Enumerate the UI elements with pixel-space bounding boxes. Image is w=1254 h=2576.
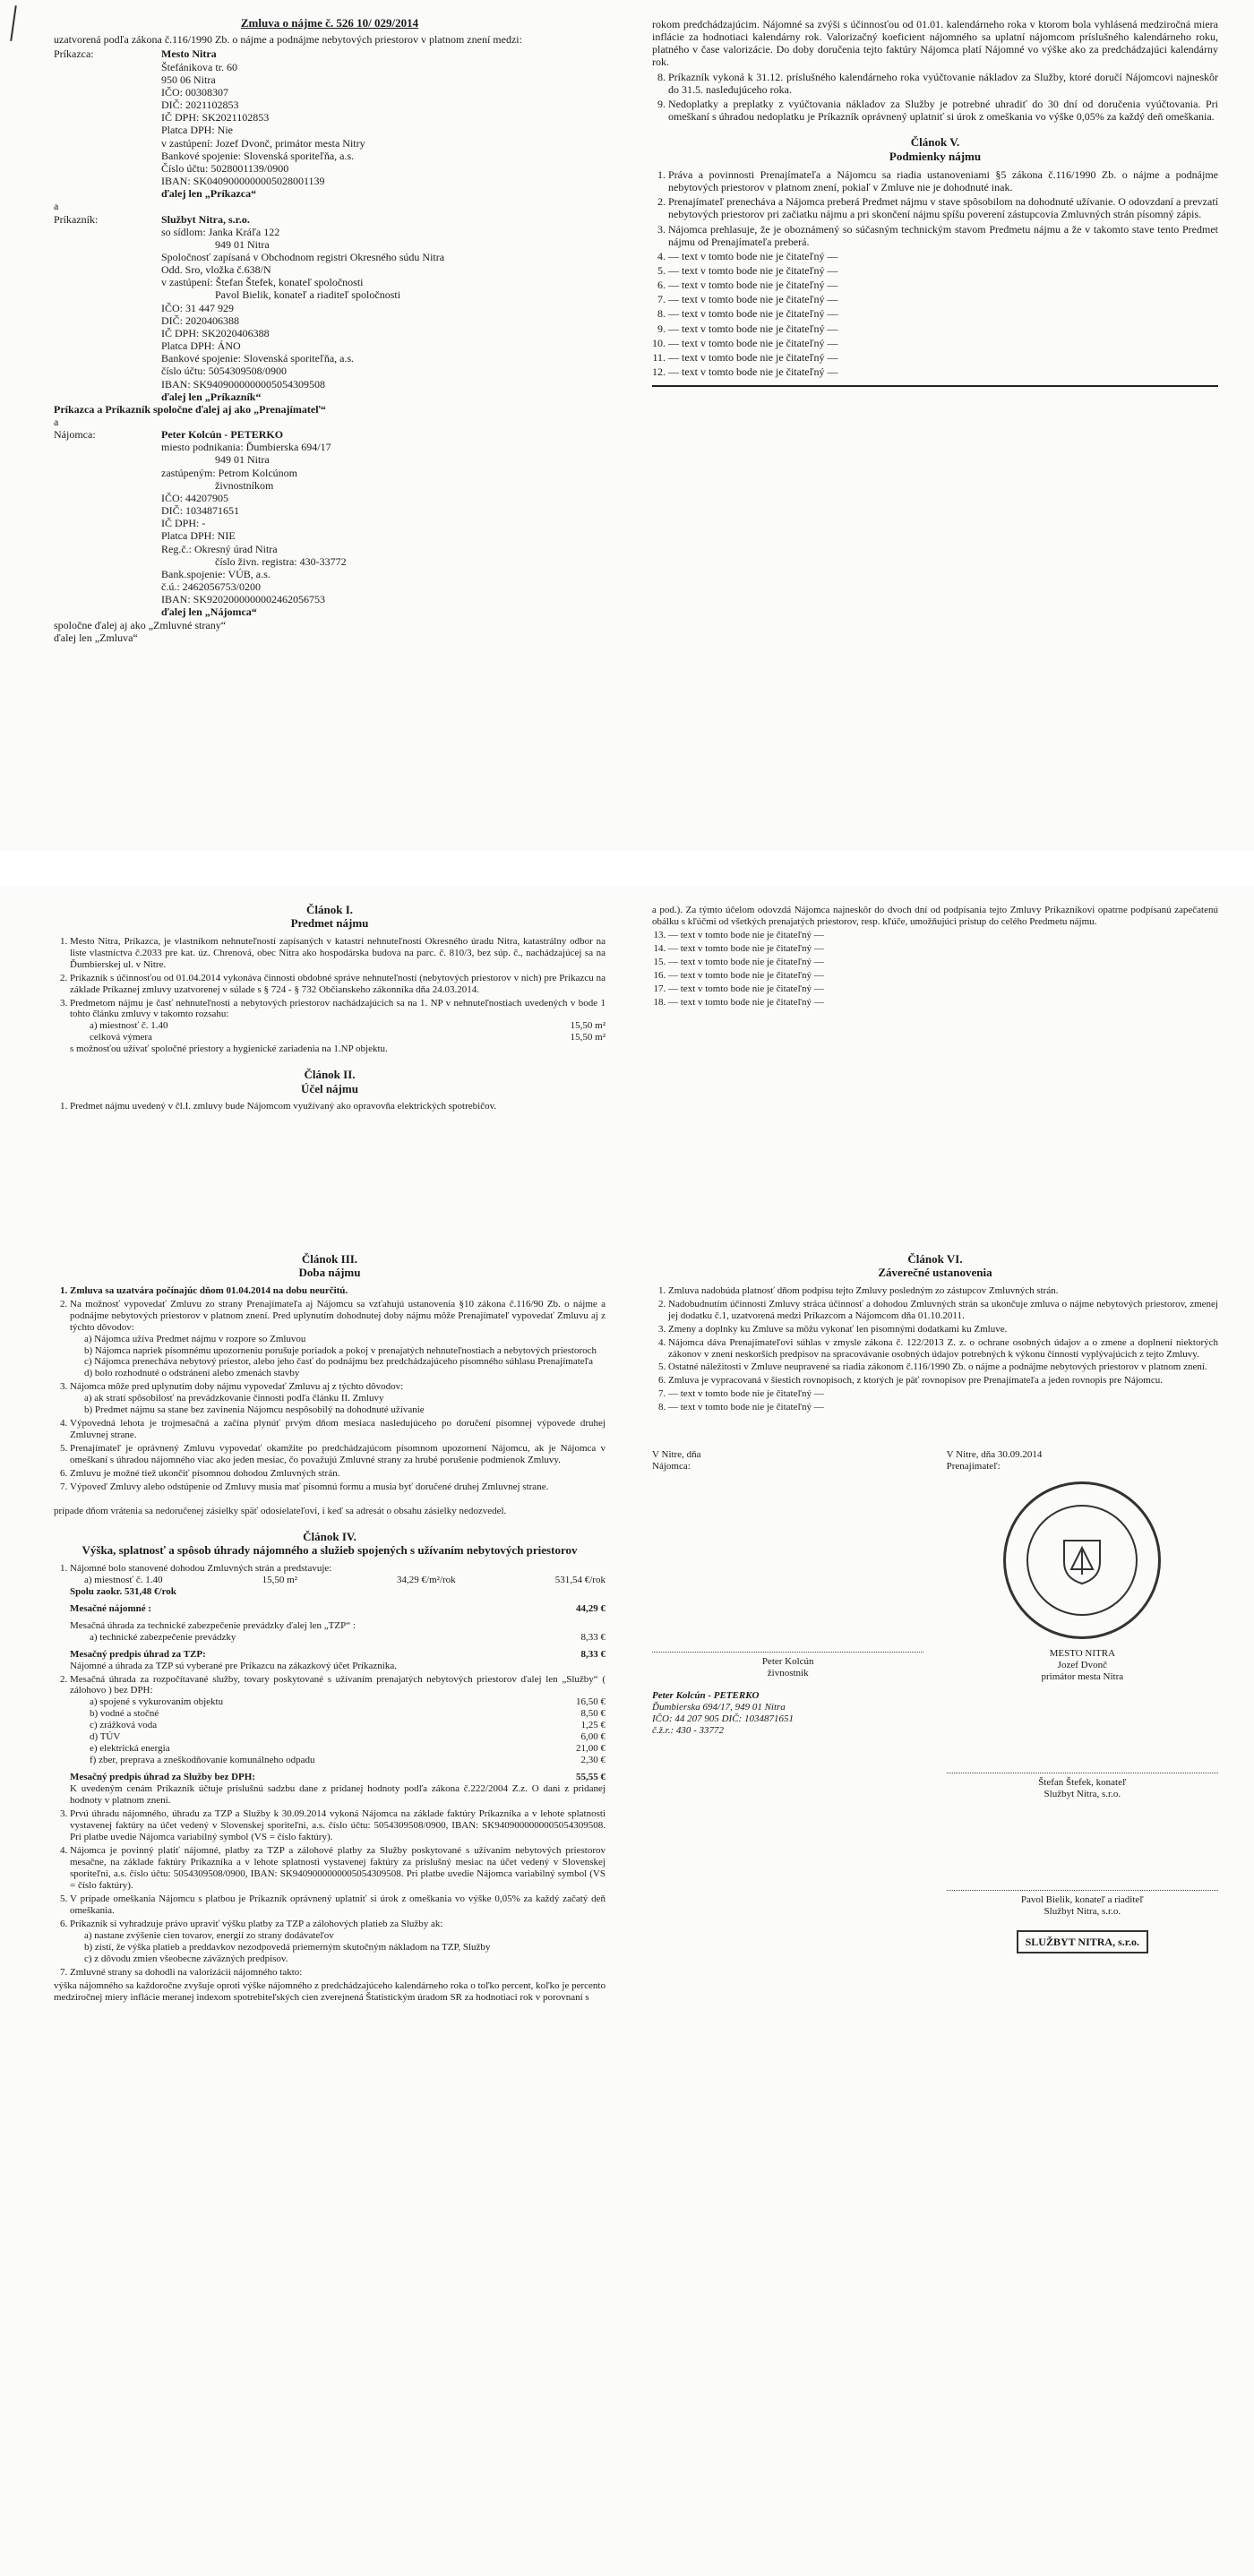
service-row <box>70 1720 606 1731</box>
clause-item: 2. Prenajímateľ prenecháva a Nájomca preberá Predmet nájmu v stave spôsobilom na dohodnuté užívanie. O odovzdaní a prevzatí nebytových priestorov pri začiatku nájmu a pri skončení nájmu spíšu poverení zástupcovia Zmluvných strán písomný zápis. <box>668 195 1218 220</box>
clause-text: Nájomné bolo stanovené dohodou Zmluvných strán a predstavuje: <box>70 1562 332 1574</box>
clause-item: 11. — text v tomto bode nie je čitateľný — <box>668 351 1218 364</box>
najomca-name: Peter Kolcún - PETERKO <box>161 428 284 442</box>
landlord-place: V Nitre, dňa 30.09.2014 <box>946 1449 1043 1461</box>
keys-text: a pod.). Za týmto účelom odovzdá Nájomca najneskôr do dvoch dní od podpísania tejto Zmluvy Príkazníkovi opatrne podpísanú zapečatenú obálku s kľúčmi od všetkých prenajatých priestorov, resp. kľúče, umožňujúci prístup do celého Predmetu nájmu. <box>652 905 1218 927</box>
area-total-value: 15,50 m² <box>570 1032 606 1043</box>
rent-row-total: 531,54 €/rok <box>554 1574 606 1585</box>
tenant-stamp <box>652 1690 923 1737</box>
signatory-company: Službyt Nitra, s.r.o. <box>1044 1906 1121 1918</box>
service-value: 8,50 € <box>580 1708 606 1720</box>
clause-item: 2. Nadobudnutím účinnosti Zmluvy stráca účinnosť a dohodou Zmluvných strán sa ukončuje zmluva o nájme nebytových priestorov, zmenej jej dodatku č.1, uzatvorená medzi Príkazcom a Nájomcom dňa 01.10.2011. <box>668 1299 1218 1322</box>
article-iii-title: Doba nájmu <box>298 1266 361 1280</box>
article-i-number: Článok I. <box>305 903 354 916</box>
tenant-name: Peter Kolcún <box>761 1656 814 1668</box>
services-total-label: Mesačný predpis úhrad za Služby bez DPH: <box>70 1772 255 1783</box>
article-vi-title: Záverečné ustanovenia <box>878 1266 992 1280</box>
clause-item: 1. Práva a povinnosti Prenajímateľa a Nájomcu sa riadia ustanoveniami §5 zákona č.116/1990 Zb. o nájme a podnájme nebytových priestorov v platnom znení, pokiaľ v Zmluve nie je dohodnuté inak. <box>668 168 1218 193</box>
rent-row-rate: 34,29 €/m²/rok <box>397 1574 456 1585</box>
service-value: 21,00 € <box>576 1743 606 1755</box>
conjunction-a: a <box>54 416 59 429</box>
service-label: a) spojené s vykurovaním objektu <box>90 1696 224 1708</box>
clause-text: Na možnosť vypovedať Zmluvu zo strany Prenajímateľa aj Nájomcu sa vzťahujú ustanovenia §10 zákona č.116/90 Zb. o nájme a podnájme nebytových priestorov v platnom znení. Pred uplynutím dohodnutej doby nájmu môže Prenajímateľ vypovedať Zmluvu aj z týchto dôvodov: <box>70 1298 606 1333</box>
conjunction-a: a <box>54 200 59 213</box>
clause-item: 4. Nájomca dáva Prenajímateľovi súhlas v zmysle zákona č. 122/2013 Z. z. o ochrane osobných údajov a o zmene a doplnení niektorých zákonov v znení neskorších predpisov na spracovávanie osobných údajov potrebných k výkonu činností vyplývajúcich z tejto Zmluvy. <box>668 1337 1218 1361</box>
rent-row-area: 15,50 m² <box>262 1574 297 1585</box>
monthly-rent-label: Mesačné nájomné : <box>70 1602 152 1614</box>
article-iv-heading <box>54 1530 606 1558</box>
signature-line <box>947 1737 1218 1773</box>
najomca-block <box>54 428 606 618</box>
prikazca-block <box>54 47 606 200</box>
prikaznik-line: ďalej len „Príkazník“ <box>161 390 262 403</box>
sub-item: c) z dôvodu zmien všeobecne záväzných predpisov. <box>84 1953 288 1964</box>
rent-total: Spolu zaokr. 531,48 €/rok <box>70 1585 176 1597</box>
najomca-line: živnostníkom <box>215 478 274 492</box>
najomca-line: ďalej len „Nájomca“ <box>161 605 257 619</box>
clause-item <box>70 1919 606 1965</box>
prikazca-line: 950 06 Nitra <box>161 73 216 86</box>
prikaznik-line: Spoločnosť zapísaná v Obchodnom registri Okresného súdu Nitra <box>161 250 445 263</box>
article-iii-heading <box>54 1252 606 1280</box>
clause-item <box>70 1674 606 1807</box>
clause-item: 14. — text v tomto bode nie je čitateľný — <box>668 943 1218 955</box>
najomca-line: miesto podnikania: Ďumbierska 694/17 <box>161 441 331 454</box>
service-value: 2,30 € <box>580 1755 606 1766</box>
prikazca-line: v zastúpení: Jozef Dvonč, primátor mesta Nitry <box>161 136 365 150</box>
clause-item: 9. Nedoplatky a preplatky z vyúčtovania nákladov za Služby je potrebné uhradiť do 30 dní od doručenia vyúčtovania. Pri omeškaní s úhradou nedoplatku je Príkazník oprávnený uplatniť si úrok z omeškania vo výške 0,05% za každý deň omeškania. <box>668 98 1218 123</box>
clause-text: Nájomca môže pred uplynutím doby nájmu vypovedať Zmluvu aj z týchto dôvodov: <box>70 1381 404 1393</box>
clause-item: 3. Nájomca prehlasuje, že je oboznámený so súčasným technickým stavom Predmetu nájmu a že v takomto stave tento Predmet nájmu od Prenajímateľa preberá. <box>668 223 1218 248</box>
rent-row <box>70 1575 606 1586</box>
prikazca-line: Platca DPH: Nie <box>161 124 233 137</box>
area-total-row <box>70 1032 606 1043</box>
service-value: 1,25 € <box>580 1720 606 1731</box>
clause-item: 7. Zmluvné strany sa dohodli na valorizácii nájomného takto: <box>70 1967 606 1979</box>
clause-item: 8. — text v tomto bode nie je čitateľný — <box>668 1402 1218 1413</box>
sub-item: d) bolo rozhodnuté o odstránení alebo zmenách stavby <box>84 1368 300 1379</box>
service-value: 6,00 € <box>580 1731 606 1743</box>
tzp-row <box>70 1632 606 1644</box>
article-v-list <box>668 168 1218 378</box>
service-label: d) TÚV <box>90 1731 121 1743</box>
clause-item <box>70 1299 606 1380</box>
clause-item: 7. — text v tomto bode nie je čitateľný — <box>668 1388 1218 1400</box>
services-note: K uvedeným cenám Príkazník účtuje príslušnú sadzbu dane z pridanej hodnoty podľa zákona č.222/2004 Z.z. O dani z pridanej hodnoty v platnom znení. <box>70 1783 606 1807</box>
tzp-total-value: 8,33 € <box>580 1648 606 1660</box>
article-v-title: Podmienky nájmu <box>889 149 982 163</box>
tzp-total-label: Mesačný predpis úhrad za TZP: <box>70 1648 206 1660</box>
article-ii-heading <box>54 1068 606 1095</box>
spolocne-prenajimatel: Príkazca a Príkazník spoločne ďalej aj ako „Prenajímateľ“ <box>54 402 326 416</box>
zmluvne-strany: spoločne ďalej aj ako „Zmluvné strany“ <box>54 618 227 631</box>
area-note: s možnosťou užívať spoločné priestory a hygienické zariadenia na 1.NP objektu. <box>70 1043 388 1055</box>
clause-item: 1. Zmluva sa uzatvára počínajúc dňom 01.04.2014 na dobu neurčitú. <box>70 1285 606 1297</box>
prikazca-label: Príkazca: <box>54 47 94 61</box>
article-i-list <box>70 936 606 1056</box>
monthly-rent-value: 44,29 € <box>576 1602 606 1614</box>
valorization-bottom: výška nájomného sa každoročne zvyšuje oproti výške nájomného z predchádzajúceho kalendárneho roka o toľko percent, koľko je percento medziročnej miery inflácie meranej indexom spotrebiteľských cien zverejnená Štatistickým úradom SR za hodnotiaci rok v porovnaní s <box>54 1979 606 2003</box>
najomca-line: zastúpeným: Petrom Kolcúnom <box>161 466 297 479</box>
area-label: a) miestnosť č. 1.40 <box>90 1020 168 1032</box>
sub-item: b) Predmet nájmu sa stane bez zavinenia Nájomcu nespôsobilý na dohodnuté užívanie <box>84 1404 425 1416</box>
area-total-label: celková výmera <box>90 1032 152 1043</box>
sub-item: b) Nájomca napriek písomnému upozorneniu porušuje poriadok a pokoj v prenajatých nehnuteľnostiach a nebytových priestoroch <box>84 1344 597 1356</box>
sub-item: b) zistí, že výška platieb a preddavkov nezodpovedá priemerným skutočným nákladom na TZP, Služby <box>84 1941 491 1953</box>
clause-item: 8. Príkazník vykoná k 31.12. príslušného kalendárneho roka vyúčtovanie nákladov za Služby, ktoré doručí Nájomcovi najneskôr do 31.5. nasledujúceho roka. <box>668 71 1218 96</box>
article-ii-number: Článok II. <box>304 1068 356 1082</box>
najomca-line: č.ú.: 2462056753/0200 <box>161 580 261 594</box>
tenant-stamp-line: Ďumbierska 694/17, 949 01 Nitra <box>652 1702 786 1713</box>
najomca-label: Nájomca: <box>54 428 96 442</box>
prikaznik-line: IBAN: SK9409000000005054309508 <box>161 377 326 391</box>
contract-title: Zmluva o nájme č. 526 10/ 029/2014 <box>240 16 419 30</box>
sub-item: a) ak stratí spôsobilosť na prevádzkovanie činnosti podľa článku II. Zmluvy <box>84 1393 384 1404</box>
article-v-heading <box>652 135 1218 163</box>
landlord-role: Prenajímateľ: <box>946 1461 1001 1473</box>
tenant-role: Nájomca: <box>652 1461 691 1473</box>
clause-text: Predmetom nájmu je časť nehnuteľnosti a nebytových priestorov nachádzajúcich sa na 1. NP v nehnuteľnostiach uvedených v bode 1 tohto článku zmluvy v takomto rozsahu: <box>70 997 606 1020</box>
clause-item: 7. Výpoveď Zmluvy alebo odstúpenie od Zmluvy musia mať písomnú formu a musia byť doručené druhej Zmluvnej strane. <box>70 1481 606 1493</box>
signatory-company: Službyt Nitra, s.r.o. <box>1044 1789 1121 1800</box>
company-stamp: SLUŽBYT NITRA, s.r.o. <box>1017 1930 1148 1953</box>
tenant-signature-line <box>652 1616 923 1653</box>
clause-item: 3. Zmeny a doplnky ku Zmluve sa môžu vykonať len písomnými dodatkami ku Zmluve. <box>668 1324 1218 1335</box>
pen-mark <box>10 5 17 41</box>
clause-item <box>70 1381 606 1416</box>
article-iv-number: Článok IV. <box>303 1530 356 1544</box>
article-iii-list <box>70 1285 606 1493</box>
service-value: 16,50 € <box>576 1696 606 1708</box>
prikaznik-line: IČO: 31 447 929 <box>161 301 234 314</box>
najomca-line: Reg.č.: Okresný úrad Nitra <box>161 542 278 555</box>
page-divider <box>652 385 1218 387</box>
prikazca-line: DIČ: 2021102853 <box>161 99 239 112</box>
signature-section <box>652 1449 1218 1953</box>
clause-item: 6. — text v tomto bode nie je čitateľný — <box>668 279 1218 291</box>
prikaznik-line: Platca DPH: ÁNO <box>161 339 241 353</box>
service-row <box>70 1708 606 1720</box>
article-vi-list <box>668 1285 1218 1414</box>
article-iv-title: Výška, splatnosť a spôsob úhrady nájomného a služieb spojených s užívaním nebytových priestorov <box>82 1543 578 1558</box>
prikazca-line: ďalej len „Príkazca“ <box>161 187 257 201</box>
clause-text: Mesačná úhrada za rozpočítavané služby, tovary poskytované s užívaním prenajatých nebytových priestorov ďalej len „Služby“ ( zálohovo ) bez DPH: <box>70 1673 606 1696</box>
article-ii-title: Účel nájmu <box>301 1081 358 1095</box>
clause-item: 12. — text v tomto bode nie je čitateľný — <box>668 365 1218 378</box>
article-vi-number: Článok VI. <box>907 1252 963 1266</box>
prikazca-name: Mesto Nitra <box>161 47 217 61</box>
prikazca-line: IČO: 00308307 <box>161 85 228 99</box>
clause-item: 10. — text v tomto bode nie je čitateľný — <box>668 337 1218 349</box>
service-label: b) vodné a stočné <box>90 1708 159 1720</box>
article-i-heading <box>54 903 606 931</box>
service-label: e) elektrická energia <box>90 1743 170 1755</box>
tenant-title: živnostník <box>767 1668 809 1679</box>
tzp-note: Nájomné a úhrada za TZP sú vyberané pre Príkazcu na zákazkový účet Príkazníka. <box>70 1660 397 1671</box>
najomca-line: IBAN: SK9202000000002462056753 <box>161 593 326 606</box>
clause-item: 17. — text v tomto bode nie je čitateľný — <box>668 983 1218 995</box>
clause-item: 13. — text v tomto bode nie je čitateľný — <box>668 930 1218 941</box>
najomca-line: IČO: 44207905 <box>161 491 228 504</box>
rent-row-label: a) miestnosť č. 1.40 <box>84 1574 163 1585</box>
clause-item: 5. — text v tomto bode nie je čitateľný — <box>668 264 1218 277</box>
services-total-row <box>70 1772 606 1783</box>
clause-item: 5. Ostatné náležitosti v Zmluve neupravené sa riadia zákonom č.116/1990 Zb. o nájme a podnájme nebytových priestorov v platnom znení. <box>668 1361 1218 1373</box>
page-4 <box>627 887 1254 1236</box>
services-total-value: 55,55 € <box>576 1772 606 1783</box>
article-iv-list <box>70 1563 606 1979</box>
prikaznik-line: číslo účtu: 5054309508/0900 <box>161 365 287 378</box>
sub-item: a) Nájomca užíva Predmet nájmu v rozpore so Zmluvou <box>84 1333 306 1344</box>
prikazca-line: Číslo účtu: 5028001139/0900 <box>161 161 289 175</box>
mayor-name: Jozef Dvonč <box>1057 1660 1107 1671</box>
prikaznik-line: v zastúpení: Štefan Štefek, konateľ spoločnosti <box>161 276 364 289</box>
tzp-label: a) technické zabezpečenie prevádzky <box>90 1631 236 1643</box>
clause-list <box>668 71 1218 124</box>
prikaznik-block <box>54 213 606 403</box>
najomca-line: Platca DPH: NIE <box>161 529 236 543</box>
clause-item: 5. Prenajímateľ je oprávnený Zmluvu vypovedať okamžite po predchádzajúcom písomnom upozornení Nájomcu, ak je Nájomca v omeškaní s úhradou nájomného viac ako jeden mesiac, čo považujú Zmluvné strany za hrubé porušenie podmienok Zmluvy. <box>70 1443 606 1466</box>
clause-text: Príkazník si vyhradzuje právo upraviť výšku platby za TZP a zálohových platieb za Služby ak: <box>70 1918 443 1929</box>
area-row <box>70 1020 606 1032</box>
tenant-signature <box>652 1449 923 1953</box>
tenant-place: V Nitre, dňa <box>652 1449 701 1461</box>
page-6 <box>627 1236 1254 2576</box>
prikaznik-line: so sídlom: Janka Kráľa 122 <box>161 225 280 238</box>
najomca-line: číslo živn. registra: 430-33772 <box>215 554 347 568</box>
tzp-total-row <box>70 1649 606 1661</box>
delivery-text: prípade dňom vrátenia sa nedoručenej zásielky späť odosielateľovi, i keď sa adresát o obsahu zásielky nedozvedel. <box>54 1506 507 1517</box>
clause-item: 1. Zmluva nadobúda platnosť dňom podpisu tejto Zmluvy posledným zo zástupcov Zmluvných strán. <box>668 1285 1218 1297</box>
article-iii-number: Článok III. <box>301 1252 358 1266</box>
article-v-number: Článok V. <box>910 135 960 150</box>
sub-item: a) nastane zvýšenie cien tovarov, energií zo strany dodávateľov <box>84 1929 334 1941</box>
clause-item: 5. V prípade omeškania Nájomcu s platbou je Príkazník oprávnený uplatniť si úrok z omeškania vo výške 0,05% za každý začatý deň omeškania. <box>70 1893 606 1917</box>
monthly-rent-row <box>70 1603 606 1615</box>
area-value: 15,50 m² <box>570 1020 606 1032</box>
article-ii-list <box>70 1101 606 1112</box>
clause-item: 6. Zmluvu je možné tiež ukončiť písomnou dohodou Zmluvných strán. <box>70 1468 606 1480</box>
service-label: c) zrážková voda <box>90 1720 158 1731</box>
service-row <box>70 1755 606 1766</box>
service-row <box>70 1731 606 1743</box>
prikazca-line: IBAN: SK0409000000005028001139 <box>161 175 325 188</box>
city-seal <box>1003 1481 1161 1639</box>
article-vi-heading <box>652 1252 1218 1280</box>
clause-item: 1. Predmet nájmu uvedený v čl.I. zmluvy bude Nájomcom využívaný ako opravovňa elektrických spotrebičov. <box>70 1101 606 1112</box>
clause-item: 18. — text v tomto bode nie je čitateľný — <box>668 997 1218 1009</box>
mayor-title: primátor mesta Nitra <box>1041 1671 1124 1683</box>
prikaznik-line: DIČ: 2020406388 <box>161 313 239 327</box>
landlord-signature <box>947 1449 1218 1953</box>
najomca-line: IČ DPH: - <box>161 517 206 530</box>
clause-item: 7. — text v tomto bode nie je čitateľný — <box>668 293 1218 305</box>
najomca-line: 949 01 Nitra <box>215 453 270 467</box>
prikaznik-line: 949 01 Nitra <box>215 237 270 251</box>
article-i-title: Predmet nájmu <box>290 916 369 931</box>
clause-item: 9. — text v tomto bode nie je čitateľný — <box>668 322 1218 335</box>
page-3 <box>0 887 627 1236</box>
clause-item <box>70 998 606 1056</box>
clause-item: 6. Zmluva je vypracovaná v šiestich rovnopisoch, z ktorých je päť rovnopisov pre Prenajímateľa a jeden rovnopis pre Nájomcu. <box>668 1375 1218 1387</box>
prikaznik-line: IČ DPH: SK2020406388 <box>161 326 270 339</box>
clause-item: 4. — text v tomto bode nie je čitateľný — <box>668 250 1218 262</box>
prikazca-line: Štefánikova tr. 60 <box>161 60 237 73</box>
prikaznik-line: Pavol Bielik, konateľ a riaditeľ spoločnosti <box>215 288 401 302</box>
signatory-name: Pavol Bielik, konateľ a riaditeľ <box>1020 1894 1144 1906</box>
tenant-stamp-line: č.ž.r.: 430 - 33772 <box>652 1725 725 1737</box>
sub-item: c) Nájomca prenecháva nebytový priestor, alebo jeho časť do podnájmu bez predchádzajúceho písomného súhlasu Prenajímateľa <box>84 1356 593 1368</box>
clause-item: 8. — text v tomto bode nie je čitateľný — <box>668 307 1218 320</box>
clause-item: 16. — text v tomto bode nie je čitateľný — <box>668 970 1218 982</box>
service-row <box>70 1696 606 1708</box>
service-row <box>70 1743 606 1755</box>
service-label: f) zber, preprava a zneškodňovanie komunálneho odpadu <box>90 1755 315 1766</box>
clause-list <box>668 930 1218 1009</box>
tzp-text: Mesačná úhrada za technické zabezpečenie prevádzky ďalej len „TZP“ : <box>70 1619 356 1631</box>
prikaznik-line: Bankové spojenie: Slovenská sporiteľňa, a.s. <box>161 352 355 365</box>
prikaznik-name: Službyt Nitra, s.r.o. <box>161 212 250 226</box>
tzp-value: 8,33 € <box>580 1631 606 1643</box>
zmluva-label: ďalej len „Zmluva“ <box>54 631 138 644</box>
page-1 <box>0 0 627 851</box>
prikazca-line: IČ DPH: SK2021102853 <box>161 111 270 125</box>
clause-item: 4. Nájomca je povinný platiť nájomné, platby za TZP a zálohové platby za Služby poskytované s užívaním nebytových priestorov mesačne, na základe faktúry Príkazníka a v lehote splatnosti vystavenej faktúry za príslušný mesiac na účet vedený v Slovenskej sporiteľni, a.s. číslo účtu: 5054309508/0900, IBAN: SK9409000000005054309508. Pri platbe uvedie Nájomca variabilný symbol (VS = číslo faktúry). <box>70 1845 606 1892</box>
clause-item: 4. Výpovedná lehota je trojmesačná a začína plynúť prvým dňom mesiaca nasledujúceho po doručení písomnej výpovede druhej Zmluvnej strane. <box>70 1418 606 1441</box>
signature-line <box>947 1854 1218 1891</box>
signatory-name: Štefan Štefek, konateľ <box>1038 1777 1127 1789</box>
prikaznik-line: Odd. Sro, vložka č.638/N <box>161 263 271 277</box>
najomca-line: DIČ: 1034871651 <box>161 504 239 518</box>
page-5 <box>0 1236 627 2576</box>
clause-item: 2. Príkazník s účinnosťou od 01.04.2014 vykonáva činnosti obdobné správe nehnuteľností (nebytových priestorov v nich) pre Príkazcu na základe Príkaznej zmluvy uzatvorenej v súlade s § 724 - § 732 Občianskeho zákonníka dňa 24.03.2014. <box>70 973 606 996</box>
coat-of-arms-icon <box>1055 1533 1109 1587</box>
clause-item: 15. — text v tomto bode nie je čitateľný — <box>668 957 1218 968</box>
contract-intro: uzatvorená podľa zákona č.116/1990 Zb. o nájme a podnájme nebytových priestorov v platnom znení medzi: <box>54 33 522 47</box>
clause-item: 3. Prvú úhradu nájomného, úhradu za TZP a Služby k 30.09.2014 vykoná Nájomca na základe faktúry Príkazníka a v lehote splatnosti vystavenej faktúry na účet vedený v Slovenskej sporiteľni, a.s. číslo účtu: 5054309508/0900, IBAN: SK9409000000005054309508. Pri platbe uvedie Nájomca variabilný symbol (VS = číslo faktúry). <box>70 1808 606 1843</box>
clause-item: 1. Mesto Nitra, Príkazca, je vlastníkom nehnuteľností zapísaných v katastri nehnuteľností Okresného úradu Nitra, katastrálny odbor na liste vlastníctva č.2033 pre kat. úz. Chrenová, obec Nitra ako hospodárska budova na parc. č. 810/3, bez súp. č., nachádzajúcej sa na Ďumbierskej ul. v Nitre. <box>70 936 606 971</box>
tenant-stamp-line: IČO: 44 207 905 DIČ: 1034871651 <box>652 1713 794 1725</box>
tenant-stamp-line: Peter Kolcún - PETERKO <box>652 1690 760 1702</box>
najomca-line: Bank.spojenie: VÚB, a.s. <box>161 567 271 580</box>
seal-text: MESTO NITRA <box>1049 1648 1116 1660</box>
page-2 <box>627 0 1254 851</box>
prikaznik-label: Príkazník: <box>54 212 99 226</box>
clause-item <box>70 1563 606 1672</box>
valorization-text: rokom predchádzajúcim. Nájomné sa zvýši s účinnosťou od 01.01. kalendárneho roka v ktorom bola vyhlásená medziročná miera inflácie za hodnotiaci kalendárny rok. Valorizačný koeficient nájomného sa uplatní nájomcom príslušného kalendárneho roku, platného v čase valorizácie. Do doby doručenia tejto faktúry Nájomca platí Nájomné vo výške ako za predchádzajúci kalendárny rok. <box>652 18 1218 69</box>
prikazca-line: Bankové spojenie: Slovenská sporiteľňa, a.s. <box>161 149 355 162</box>
